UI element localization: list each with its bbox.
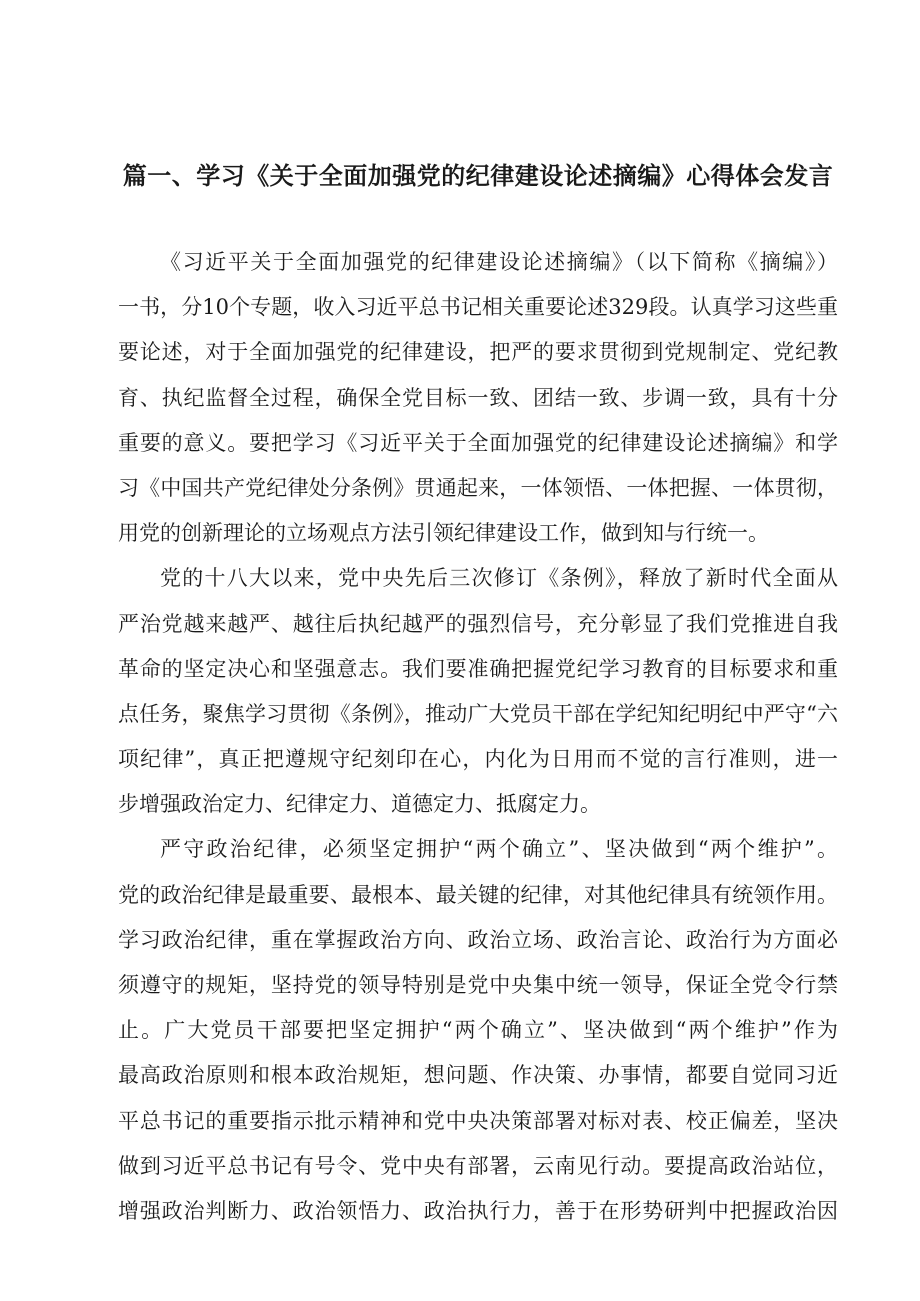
paragraph-line: 习《中国共产党纪律处分条例》贯通起来，一体领悟、一体把握、一体贯彻， — [118, 475, 838, 500]
paragraph-line: 用党的创新理论的立场观点方法引领纪律建设工作，做到知与行统一。 — [118, 521, 769, 546]
paragraph-line: 最高政治原则和根本政治规矩，想问题、作决策、办事情，都要自觉同习近 — [118, 1063, 838, 1088]
document-body — [118, 240, 838, 1234]
paragraph-line: 须遵守的规矩，坚持党的领导特别是党中央集中统一领导，保证全党令行禁 — [118, 973, 838, 997]
paragraph-1 — [118, 240, 838, 556]
paragraph-line: 严守政治纪律，必须坚定拥护“两个确立”、坚决做到“两个维护”。 — [160, 837, 838, 862]
document-title: 篇一、学习《关于全面加强党的纪律建设论述摘编》心得体会发言 — [122, 162, 834, 190]
paragraph-line: 革命的坚定决心和坚强意志。我们要准确把握党纪学习教育的目标要求和重 — [118, 656, 838, 681]
paragraph-3 — [118, 827, 838, 1234]
paragraph-line: 严治党越来越严、越往后执纪越严的强烈信号，充分彰显了我们党推进自我 — [118, 611, 838, 636]
paragraph-line: 学习政治纪律，重在掌握政治方向、政治立场、政治言论、政治行为方面必 — [118, 927, 838, 952]
paragraph-line: 党的政治纪律是最重要、最根本、最关键的纪律，对其他纪律具有统领作用。 — [118, 882, 838, 907]
paragraph-line: 重要的意义。要把学习《习近平关于全面加强党的纪律建设论述摘编》和学 — [118, 430, 838, 455]
paragraph-line: 党的十八大以来，党中央先后三次修订《条例》，释放了新时代全面从 — [160, 566, 838, 591]
paragraph-line: 要论述，对于全面加强党的纪律建设，把严的要求贯彻到党规制定、党纪教 — [118, 340, 838, 365]
paragraph-line: 增强政治判断力、政治领悟力、政治执行力，善于在形势研判中把握政治因 — [118, 1198, 838, 1223]
paragraph-line: 项纪律”，真正把遵规守纪刻印在心，内化为日用而不觉的言行准则，进一 — [118, 747, 838, 772]
paragraph-line: 一书，分10个专题，收入习近平总书记相关重要论述329段。认真学习这些重 — [118, 295, 838, 320]
paragraph-line: 点任务，聚焦学习贯彻《条例》，推动广大党员干部在学纪知纪明纪中严守“六 — [118, 701, 838, 726]
paragraph-line: 育、执纪监督全过程，确保全党目标一致、团结一致、步调一致，具有十分 — [118, 385, 838, 410]
paragraph-line: 平总书记的重要指示批示精神和党中央决策部署对标对表、校正偏差，坚决 — [118, 1108, 838, 1133]
paragraph-line: 止。广大党员干部要把坚定拥护“两个确立”、坚决做到“两个维护”作为 — [118, 1018, 838, 1043]
paragraph-line: 做到习近平总书记有号令、党中央有部署，云南见行动。要提高政治站位， — [118, 1153, 838, 1178]
paragraph-line: 步增强政治定力、纪律定力、道德定力、抵腐定力。 — [118, 792, 601, 817]
paragraph-2 — [118, 556, 838, 827]
paragraph-line: 《习近平关于全面加强党的纪律建设论述摘编》（以下简称《摘编》） — [160, 250, 838, 274]
